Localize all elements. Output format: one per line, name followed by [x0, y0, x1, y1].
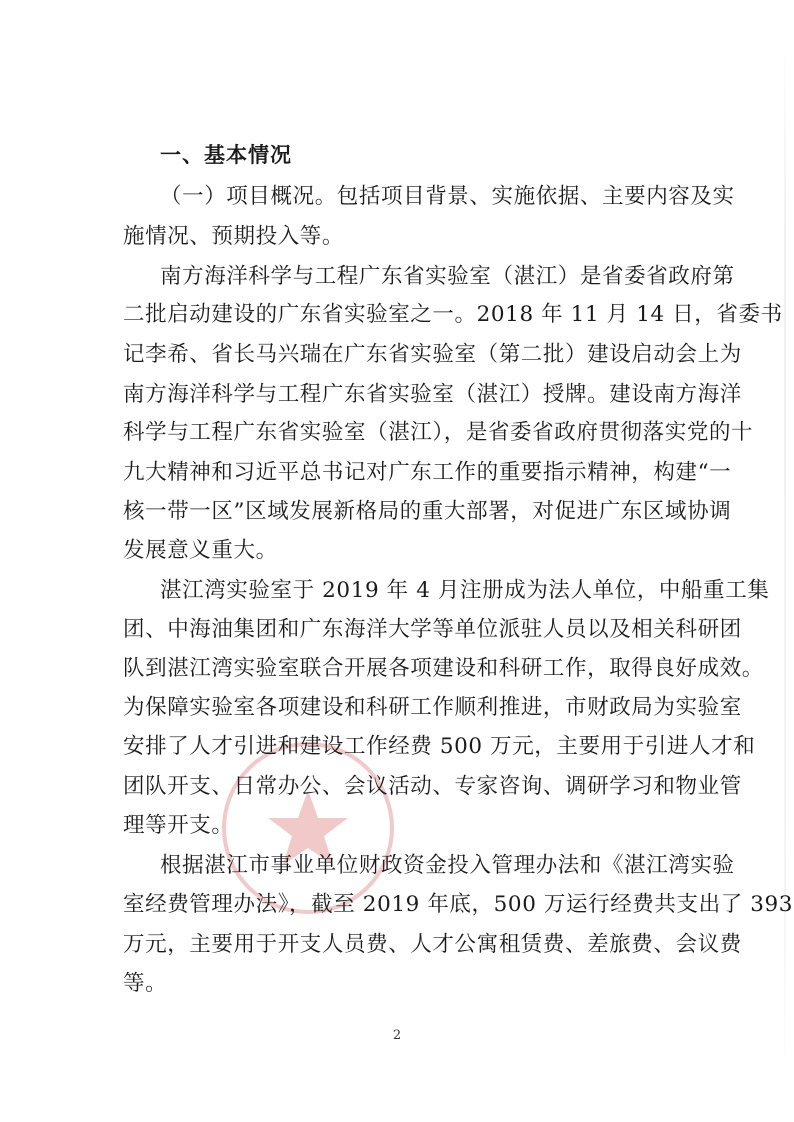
paragraph-line: 根据湛江市事业单位财政资金投入管理办法和《湛江湾实验 [160, 853, 735, 878]
paragraph-line: 队到湛江湾实验室联合开展各项建设和科研工作，取得良好成效。 [123, 656, 764, 681]
paragraph-line: 理等开支。 [123, 813, 234, 838]
page-number: 2 [392, 1028, 402, 1043]
paragraph-line: 二批启动建设的广东省实验室之一。2018 年 11 月 14 日，省委书 [123, 302, 783, 327]
paragraph-line: （一）项目概况。包括项目背景、实施依据、主要内容及实 [160, 184, 735, 209]
paragraph-line: 核一带一区”区域发展新格局的重大部署，对促进广东区域协调 [123, 499, 732, 524]
paragraph-line: 团、中海油集团和广东海洋大学等单位派驻人员以及相关科研团 [123, 617, 742, 642]
paragraph-line: 湛江湾实验室于 2019 年 4 月注册成为法人单位，中船重工集 [160, 578, 770, 603]
paragraph-line: 南方海洋科学与工程广东省实验室（湛江）是省委省政府第 [160, 264, 735, 289]
paragraph-line: 记李希、省长马兴瑞在广东省实验室（第二批）建设启动会上为 [123, 342, 742, 367]
paragraph-line: 为保障实验室各项建设和科研工作顺利推进，市财政局为实验室 [123, 695, 742, 720]
paragraph-line: 科学与工程广东省实验室（湛江），是省委省政府贯彻落实党的十 [123, 420, 754, 445]
paragraph-line: 安排了人才引进和建设工作经费 500 万元，主要用于引进人才和 [123, 734, 756, 759]
paragraph-line: 万元，主要用于开支人员费、人才公寓租赁费、差旅费、会议费 [123, 932, 742, 957]
paragraph-line: 室经费管理办法》，截至 2019 年底，500 万运行经费共支出了 393 [123, 892, 794, 917]
paragraph-line: 九大精神和习近平总书记对广东工作的重要指示精神，构建“一 [123, 460, 732, 485]
paragraph-line: 发展意义重大。 [123, 538, 278, 563]
paragraph-line: 等。 [123, 971, 168, 996]
paragraph-line: 团队开支、日常办公、会议活动、专家咨询、调研学习和物业管 [123, 774, 742, 799]
scan-edge-shadow [784, 30, 786, 1090]
paragraph-line: 施情况、预期投入等。 [123, 224, 345, 249]
section-heading: 一、基本情况 [160, 143, 292, 167]
paragraph-line: 南方海洋科学与工程广东省实验室（湛江）授牌。建设南方海洋 [123, 382, 742, 407]
